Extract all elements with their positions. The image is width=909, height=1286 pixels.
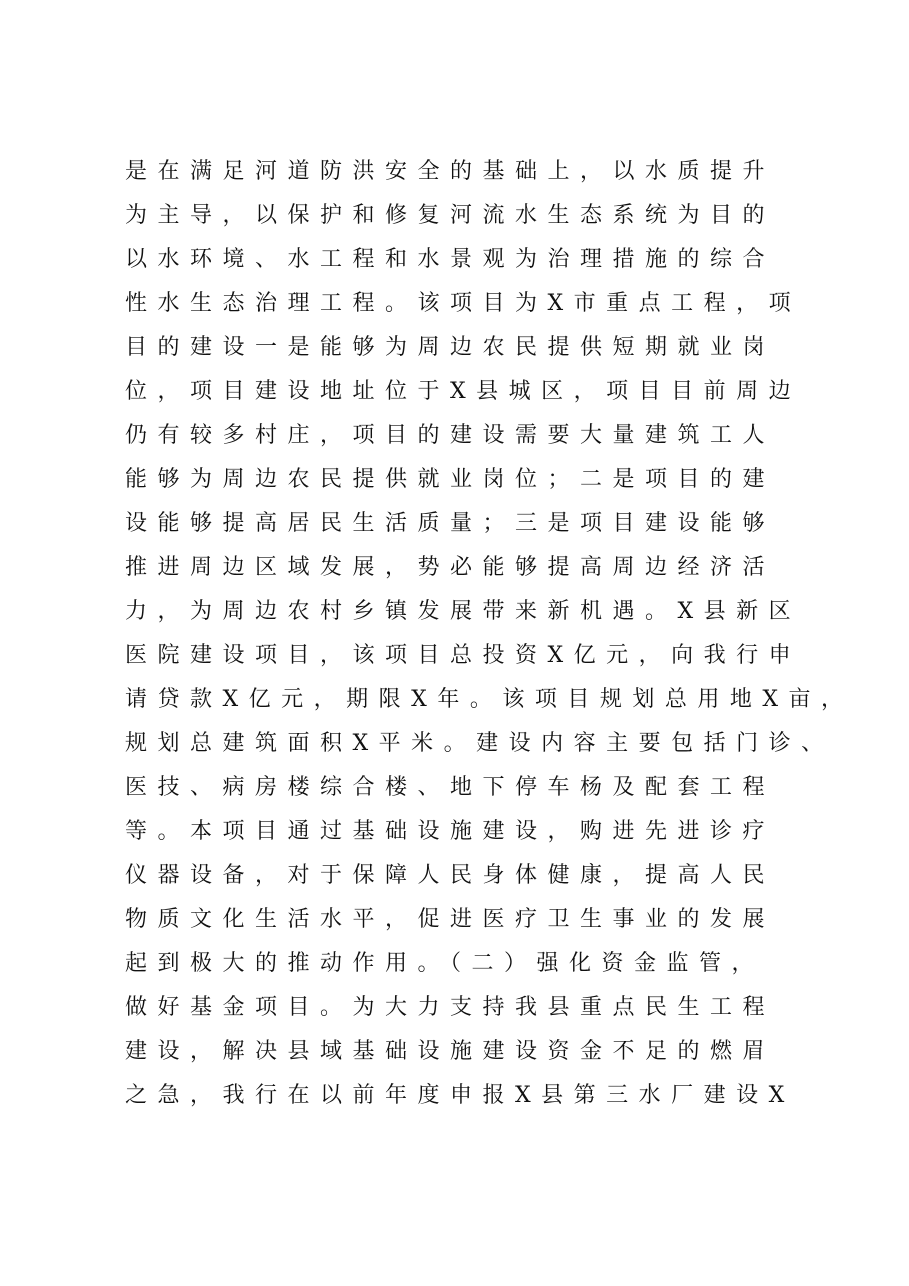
text-line: 能够为周边农民提供就业岗位；二是项目的建 bbox=[125, 467, 776, 492]
text-line: 仪器设备，对于保障人民身体健康，提高人民 bbox=[125, 863, 776, 888]
text-line: 医技、病房楼综合楼、地下停车杨及配套工程 bbox=[125, 775, 776, 800]
body-text bbox=[125, 156, 854, 1124]
text-line: 建设，解决县域基础设施建设资金不足的燃眉 bbox=[125, 1039, 776, 1064]
text-line: 起到极大的推动作用。（二）强化资金监管， bbox=[125, 951, 765, 976]
text-line: 性水生态治理工程。该项目为X市重点工程，项 bbox=[125, 291, 802, 316]
text-line: 医院建设项目，该项目总投资X亿元，向我行申 bbox=[125, 643, 802, 668]
text-line: 是在满足河道防洪安全的基础上，以水质提升 bbox=[125, 159, 776, 184]
text-line: 为主导，以保护和修复河流水生态系统为目的 bbox=[125, 203, 776, 228]
text-line: 规划总建筑面积X平米。建设内容主要包括门诊、 bbox=[125, 731, 834, 756]
text-line: 设能够提高居民生活质量；三是项目建设能够 bbox=[125, 511, 776, 536]
text-line: 等。本项目通过基础设施建设，购进先进诊疗 bbox=[125, 819, 776, 844]
text-line: 推进周边区域发展，势必能够提高周边经济活 bbox=[125, 555, 776, 580]
text-line: 以水环境、水工程和水景观为治理措施的综合 bbox=[125, 247, 776, 272]
text-line: 请贷款X亿元，期限X年。该项目规划总用地X亩， bbox=[125, 687, 854, 712]
text-line: 力，为周边农村乡镇发展带来新机遇。X县新区 bbox=[125, 599, 802, 624]
text-line: 做好基金项目。为大力支持我县重点民生工程 bbox=[125, 995, 776, 1020]
text-line: 位，项目建设地址位于X县城区，项目目前周边 bbox=[125, 379, 802, 404]
text-line: 之急，我行在以前年度申报X县第三水厂建设X bbox=[125, 1083, 795, 1108]
text-line: 仍有较多村庄，项目的建设需要大量建筑工人 bbox=[125, 423, 776, 448]
text-line: 物质文化生活水平，促进医疗卫生事业的发展 bbox=[125, 907, 776, 932]
text-line: 目的建设一是能够为周边农民提供短期就业岗 bbox=[125, 335, 776, 360]
